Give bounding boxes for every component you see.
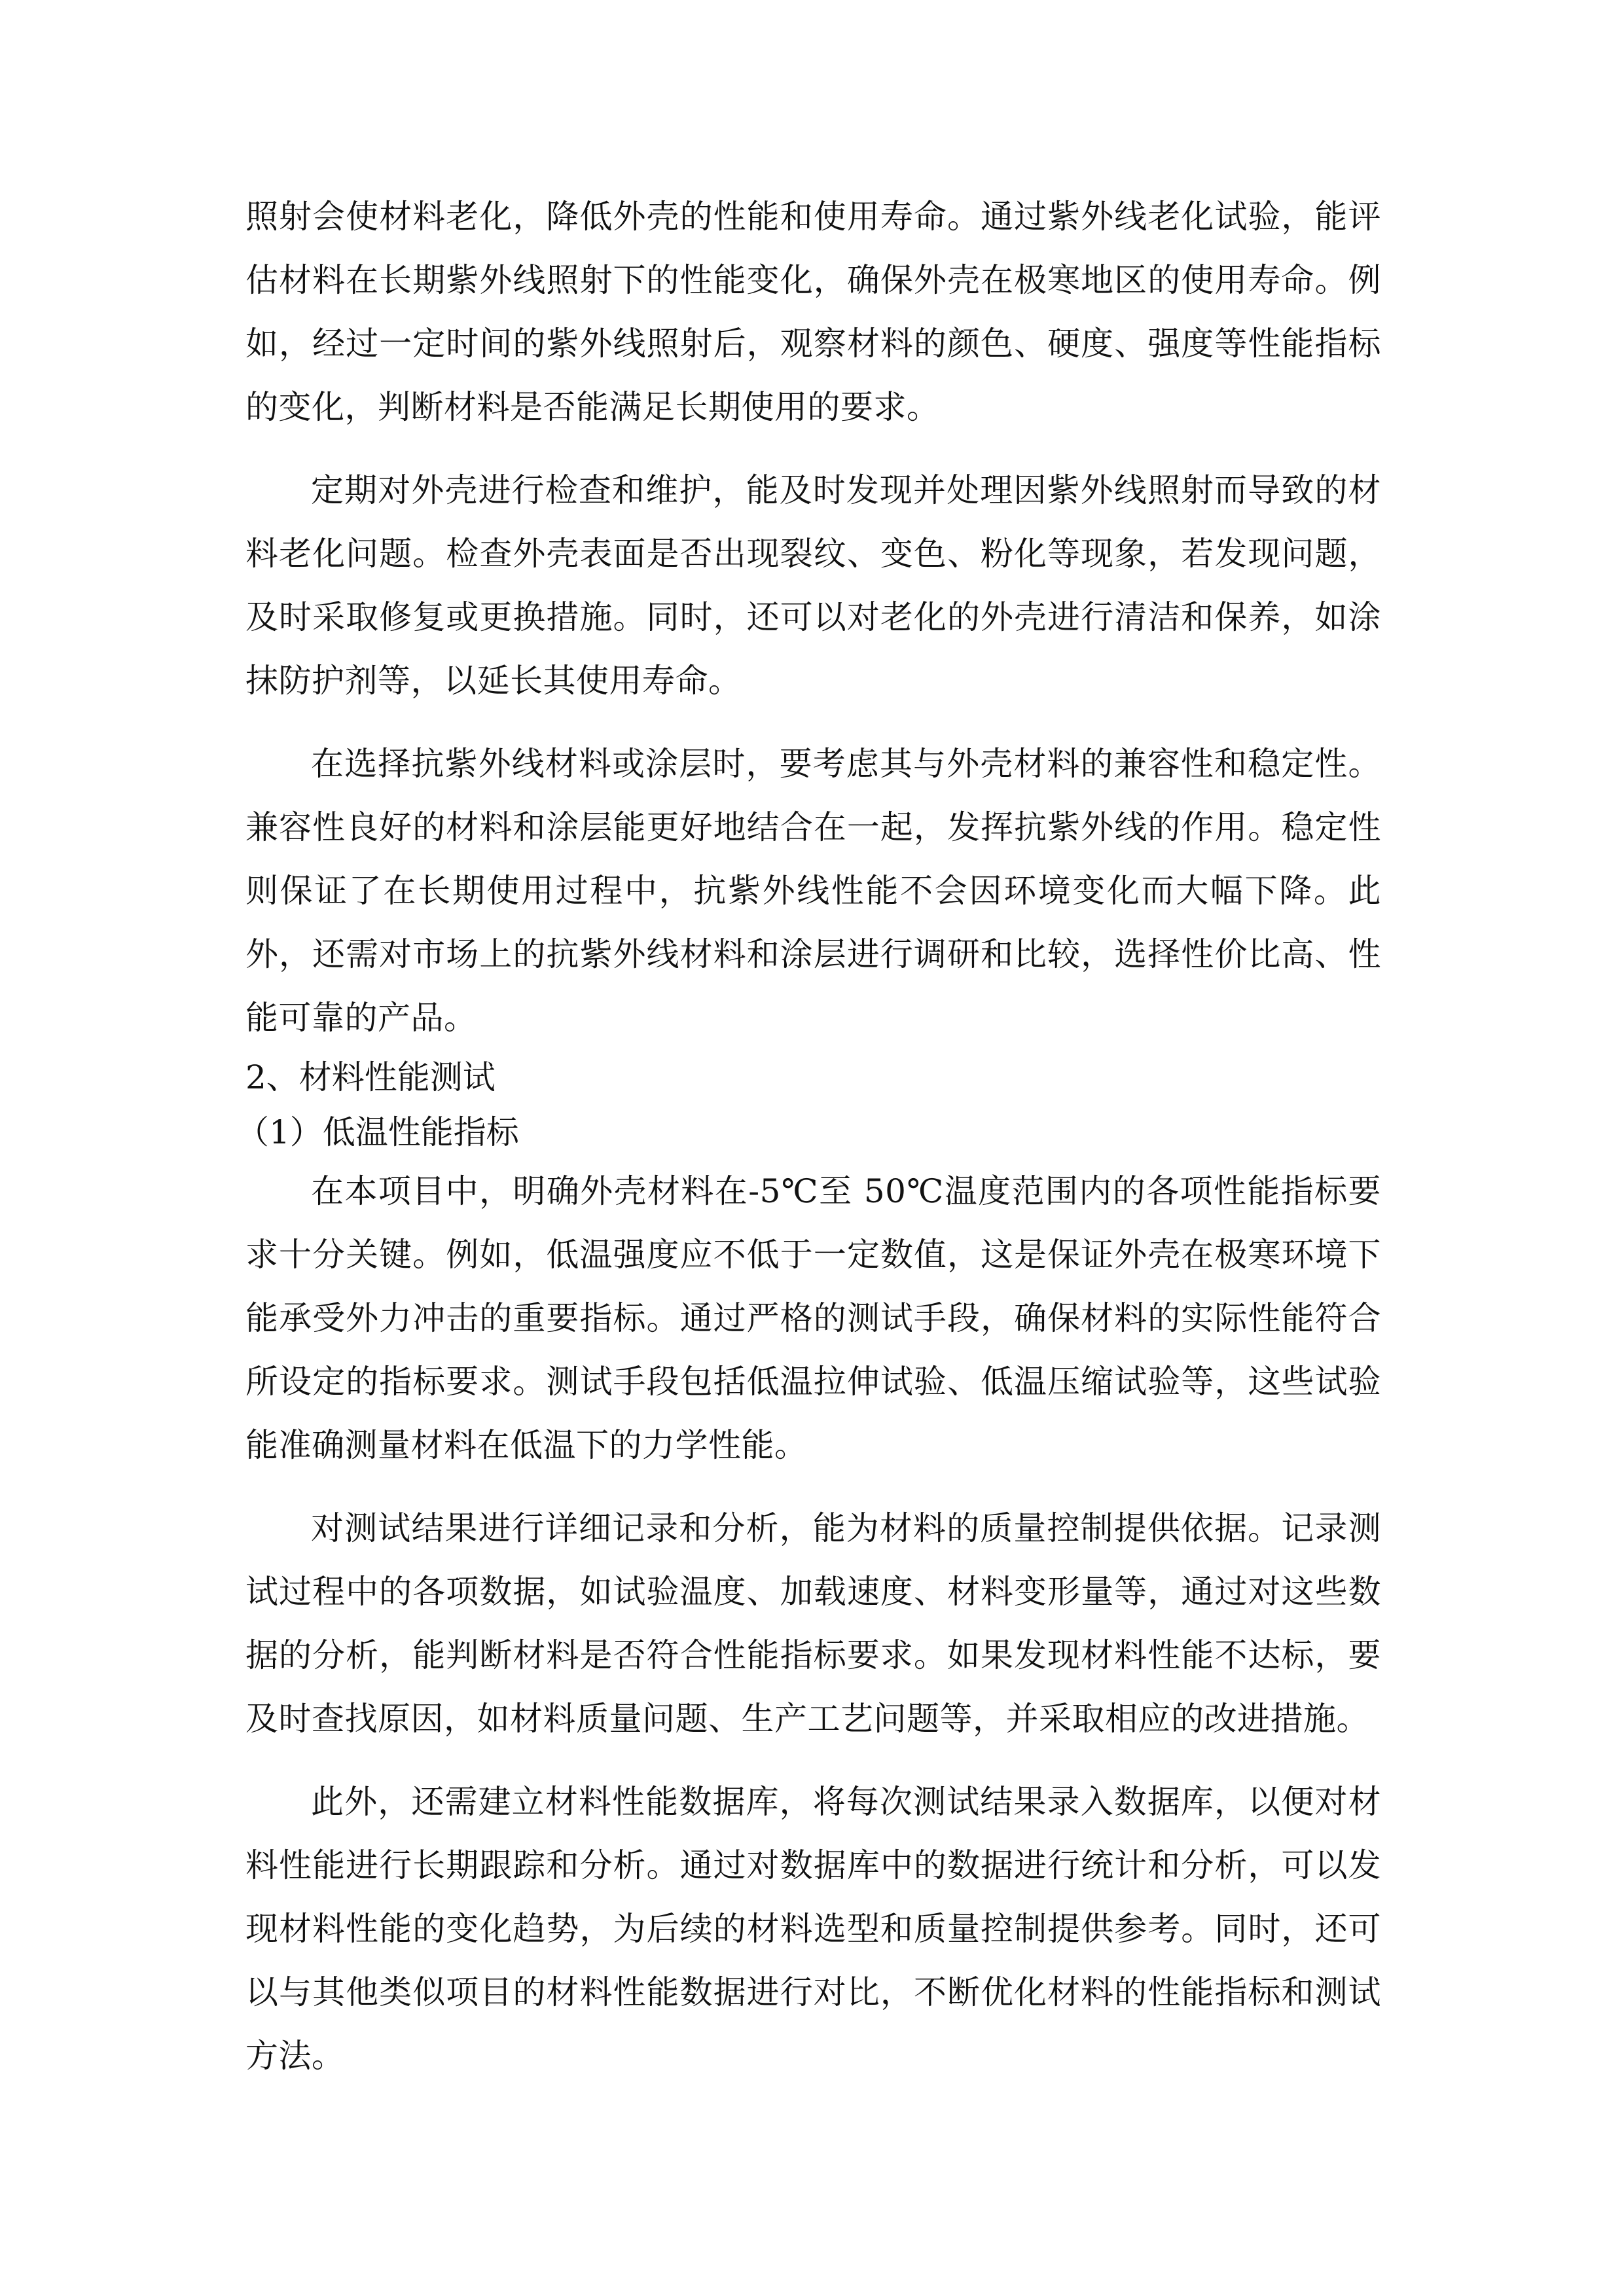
subsection-heading: （1）低温性能指标 bbox=[236, 1113, 519, 1151]
section-heading: 2、材料性能测试 bbox=[245, 1058, 496, 1096]
paragraph-low-temp-indicators: 在本项目中，明确外壳材料在-5℃至 50℃温度范围内的各项性能指标要求十分关键。例如，低温强度应不低于一定数值，这是保证外壳在极寒环境下能承受外力冲击的重要指标。通过严格的测试手段，确保材料的实际性能符合所设定的指标要求。测试手段包括低温拉伸试验、低温压缩试验等，这些试验能准确测量材料在低温下的力学性能。 bbox=[245, 1172, 1381, 1464]
paragraph-inspection-maintenance: 定期对外壳进行检查和维护，能及时发现并处理因紫外线照射而导致的材料老化问题。检查外壳表面是否出现裂纹、变色、粉化等现象，若发现问题，及时采取修复或更换措施。同时，还可以对老化的外壳进行清洁和保养，如涂抹防护剂等，以延长其使用寿命。 bbox=[245, 471, 1381, 700]
paragraph-uv-aging-test: 照射会使材料老化，降低外壳的性能和使用寿命。通过紫外线老化试验，能评估材料在长期紫外线照射下的性能变化，确保外壳在极寒地区的使用寿命。例如，经过一定时间的紫外线照射后，观察材料的颜色、硬度、强度等性能指标的变化，判断材料是否能满足长期使用的要求。 bbox=[245, 198, 1381, 426]
paragraph-performance-database: 此外，还需建立材料性能数据库，将每次测试结果录入数据库，以便对材料性能进行长期跟踪和分析。通过对数据库中的数据进行统计和分析，可以发现材料性能的变化趋势，为后续的材料选型和质量控制提供参考。同时，还可以与其他类似项目的材料性能数据进行对比，不断优化材料的性能指标和测试方法。 bbox=[245, 1783, 1381, 2075]
document-body bbox=[236, 185, 1381, 2088]
paragraph-test-records: 对测试结果进行详细记录和分析，能为材料的质量控制提供依据。记录测试过程中的各项数据，如试验温度、加载速度、材料变形量等，通过对这些数据的分析，能判断材料是否符合性能指标要求。如果发现材料性能不达标，要及时查找原因，如材料质量问题、生产工艺问题等，并采取相应的改进措施。 bbox=[245, 1509, 1381, 1738]
paragraph-material-compatibility: 在选择抗紫外线材料或涂层时，要考虑其与外壳材料的兼容性和稳定性。兼容性良好的材料和涂层能更好地结合在一起，发挥抗紫外线的作用。稳定性则保证了在长期使用过程中，抗紫外线性能不会因环境变化而大幅下降。此外，还需对市场上的抗紫外线材料和涂层进行调研和比较，选择性价比高、性能可靠的产品。 bbox=[245, 745, 1381, 1037]
